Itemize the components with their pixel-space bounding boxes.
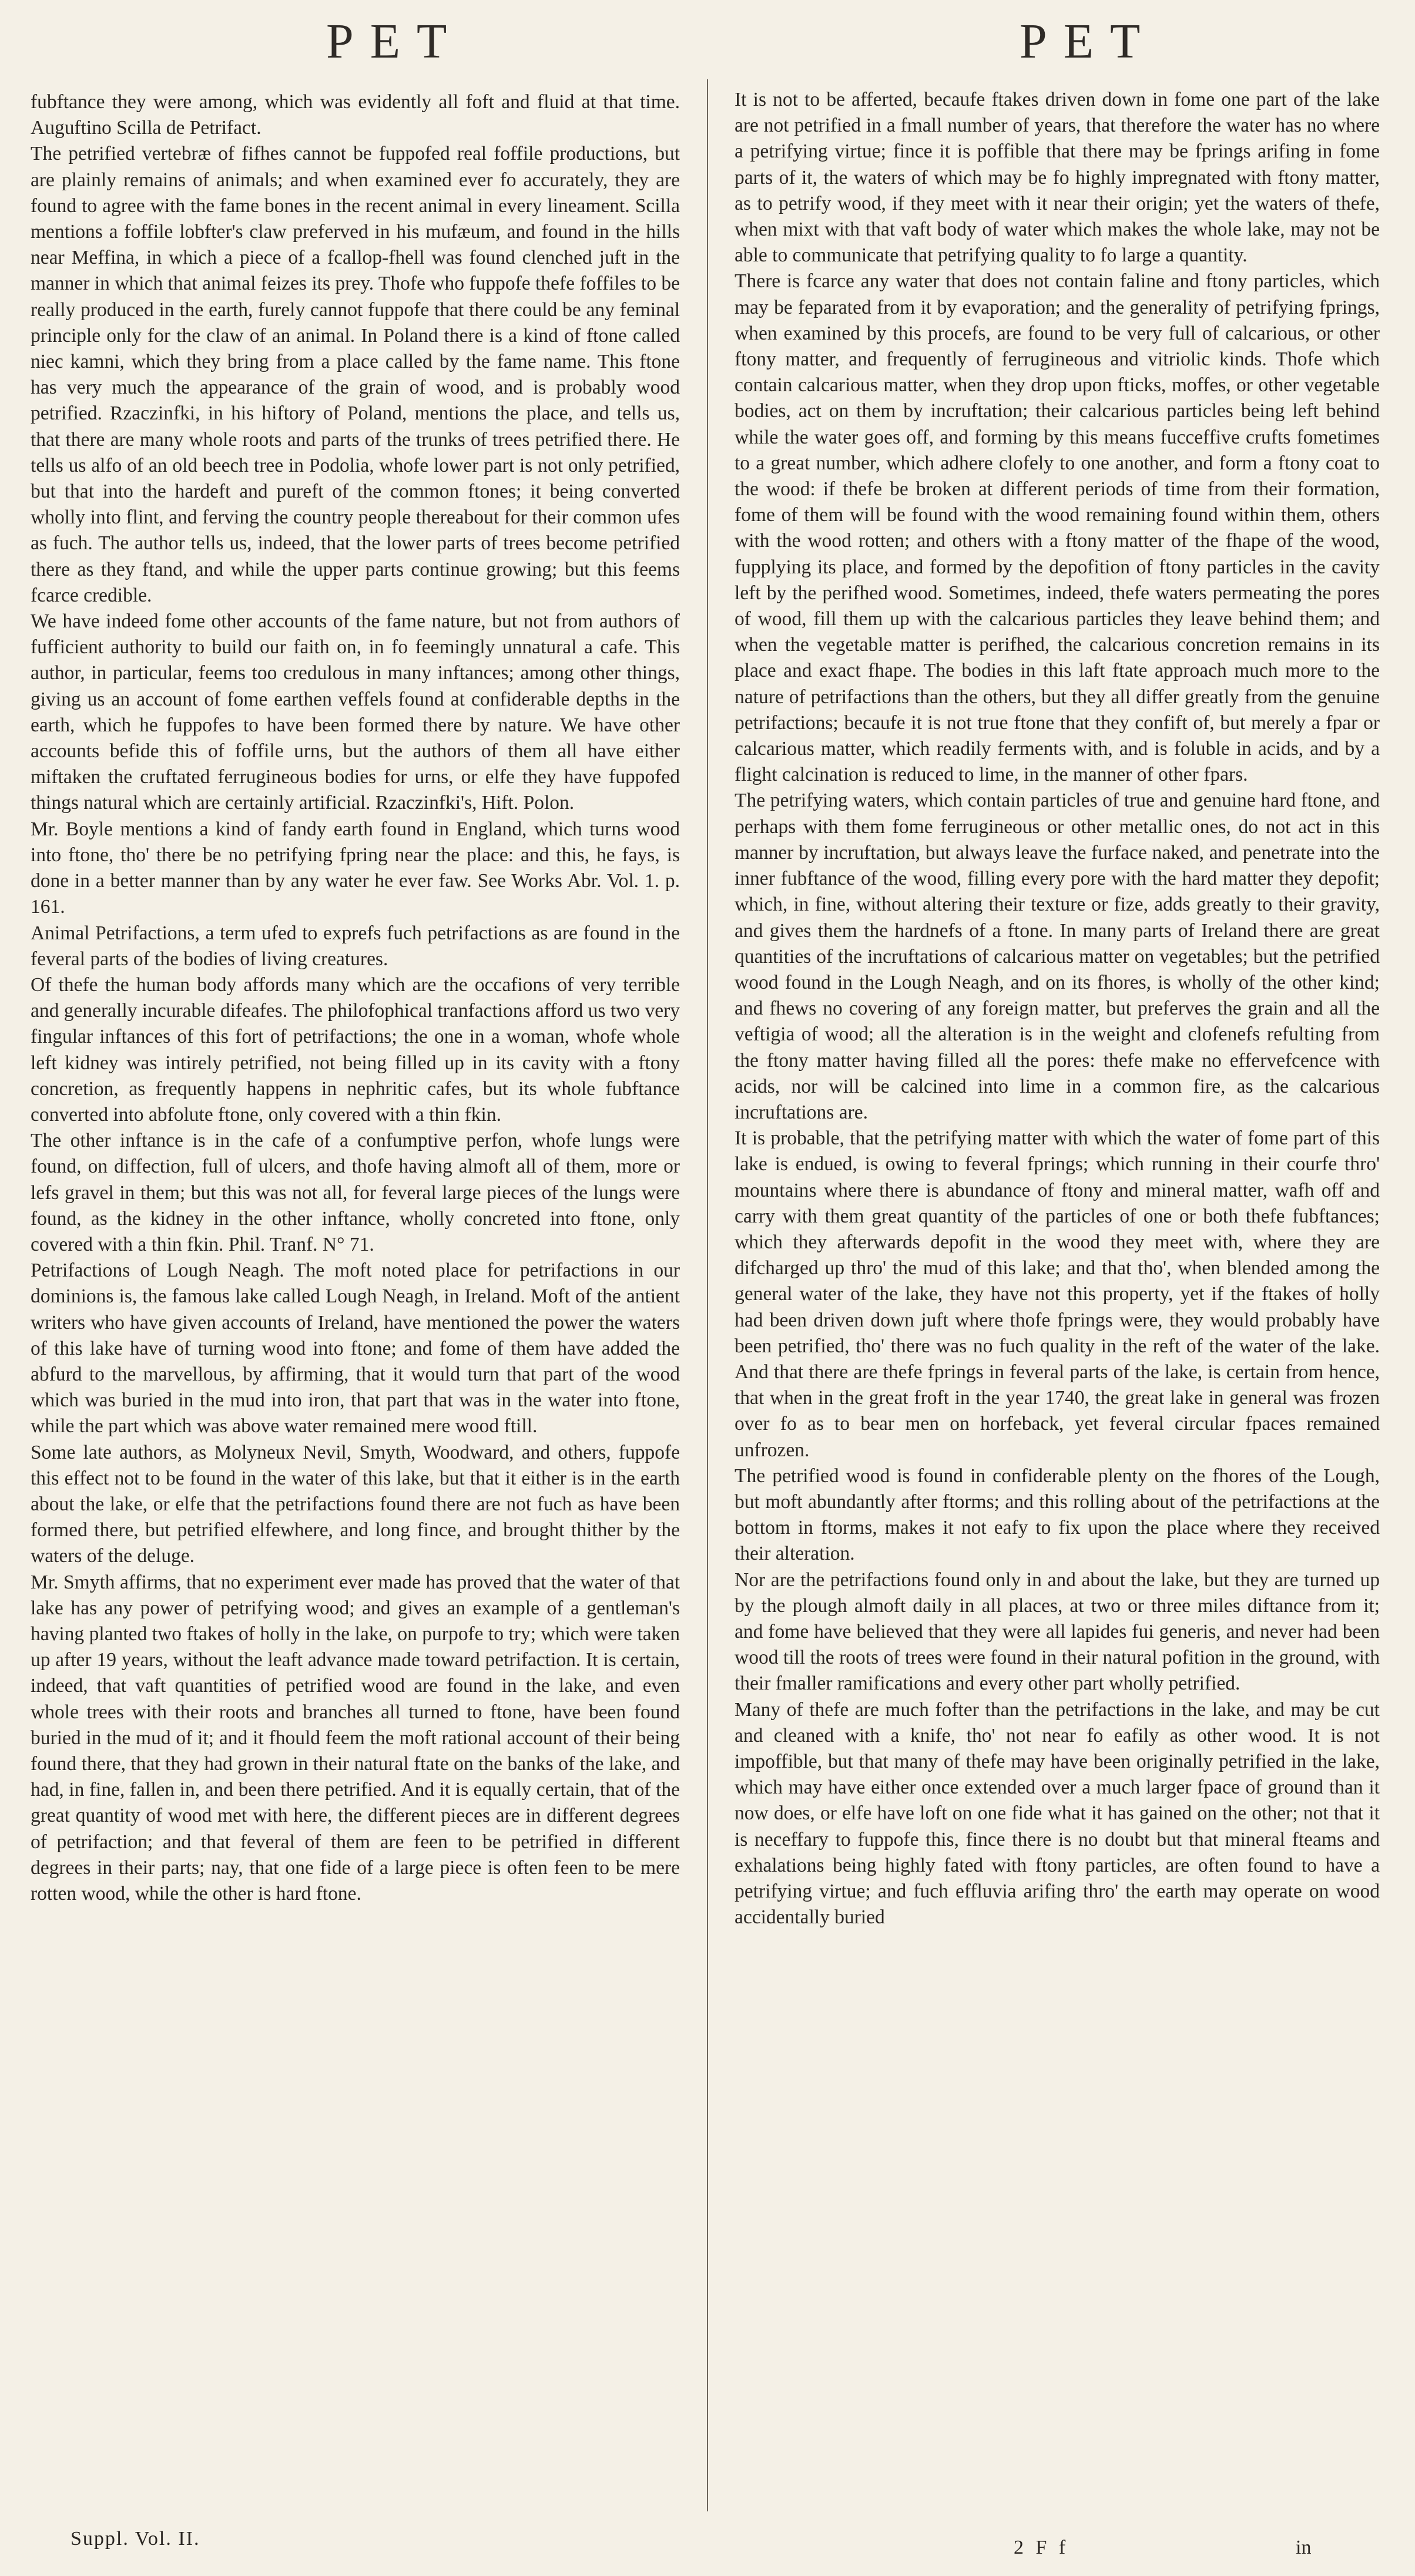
column-divider [707, 79, 708, 2511]
paragraph: Nor are the petrifactions found only in and about the lake, but they are turned up by the plough almoft daily in all places, at two or three miles diftance from it; and fome have believed that they were all lapides fui generis, and never had been wood till the roots of trees were found in their natural pofition in the ground, with their fmaller ramifications and every other part wholly petrified. [735, 1569, 1380, 1695]
running-head-left: PET [326, 14, 464, 69]
paragraph: Some late authors, as Molyneux Nevil, Smyth, Woodward, and others, fuppofe this effect not to be found in the water of this lake, but that it either is in the earth about the lake, or elfe that the petrifactions found there are not fuch as have been formed there, but petrified elfewhere, and long fince, and brought thither by the waters of the deluge. [31, 1441, 680, 1567]
paragraph: Many of thefe are much fofter than the petrifactions in the lake, and may be cut and cleaned with a knife, tho' not near fo eafily as other wood. It is not impoffible, but that many of thefe may have been originally petrified in the lake, which may have either once extended over a much larger fpace of ground than it now does, or elfe have loft on one fide what it has gained on the other; not that it is neceffary to fuppofe this, fince there is no doubt but that mineral fteams and exhalations being highly fated with ftony particles, are often found to have a petrifying virtue; and fuch effluvia arifing thro' the earth may operate on wood accidentally buried [735, 1698, 1380, 1929]
paragraph: There is fcarce any water that does not contain faline and ftony particles, which may be feparated from it by evaporation; and the generality of petrifying fprings, when examined by this procefs, are found to be very full of calcarious, or other ftony matter, and frequently of ferrugineous and vitriolic kinds. Thofe which contain calcarious matter, when they drop upon fticks, moffes, or other vegetable bodies, act on them by incruftation; their calcarious particles being left behind while the water goes off, and forming by this means fucceffive crufts fometimes to a great number, which adhere clofely to one another, and form a ftony coat to the wood: if thefe be broken at different periods of time from their formation, fome of them will be found with the wood remaining found within them, others with the wood rotten; and others with a ftony matter of the fhape of the wood, fupplying its place, and formed by the depofition of ftony particles in the cavity left by the perifhed wood. Sometimes, indeed, thefe waters permeating the pores of wood, fill them up with the calcarious particles they leave behind them; and when the vegetable matter is perifhed, the calcarious concretion remains in its place and exact fhape. The bodies in this laft ftate approach much more to the nature of petrifactions than the others, but they all differ greatly from the genuine petrifactions; becaufe it is not true ftone that they confift of, but merely a fpar or calcarious matter, which readily ferments with, and is foluble in acids, and by a flight calcination is reduced to lime, in the manner of other fpars. [735, 270, 1380, 786]
paragraph: It is not to be afferted, becaufe ftakes driven down in fome one part of the lake are not petrified in a fmall number of years, that therefore the water has no where a petrifying virtue; fince it is poffible that there may be fprings arifing in fome parts of it, the waters of which may be fo highly impregnated with ftony matter, as to petrify wood, if they meet with it near their origin; yet the waters of thefe, when mixt with that vaft body of water which makes the whole lake, may not be able to communicate that petrifying quality to fo large a quantity. [735, 89, 1380, 267]
catchword: in [1296, 2537, 1312, 2558]
signature-mark: 2 F f [1014, 2537, 1069, 2558]
paragraph: Mr. Boyle mentions a kind of fandy earth found in England, which turns wood into ftone, tho' there be no petrifying fpring near the place: and this, he fays, is done in a better manner than by any water he ever faw. See Works Abr. Vol. 1. p. 161. [31, 818, 680, 918]
paragraph: We have indeed fome other accounts of the fame nature, but not from authors of fufficient authority to build our faith on, in fo feemingly unnatural a cafe. This author, in particular, feems too credulous in many inftances; among other things, giving us an account of fome earthen veffels found at confiderable depths in the earth, which he fuppofes to have been formed there by nature. We have other accounts befide this of foffile urns, but the authors of them all have either miftaken the cruftated ferrugineous bodies for urns, or elfe they have fuppofed things natural which are certainly artificial. Rzaczinfki's, Hift. Polon. [31, 610, 680, 814]
paragraph: Petrifactions of Lough Neagh. The moft noted place for petrifactions in our dominions is, the famous lake called Lough Neagh, in Ireland. Moft of the antient writers who have given accounts of Ireland, have mentioned the power the waters of this lake have of turning wood into ftone; and fome of them have added the abfurd to the marvellous, by affirming, that it would turn that part of the wood which was buried in the mud into iron, that part that was in the water into ftone, while the part which was above water remained mere wood ftill. [31, 1260, 680, 1438]
paragraph: The petrifying waters, which contain particles of true and genuine hard ftone, and perhaps with them fome ferrugineous or other metallic ones, do not act in this manner by incruftation, but always leave the furface naked, and penetrate into the inner fubftance of the wood, filling every pore with the hard matter they depofit; which, in fine, without altering their texture or fize, adds greatly to their gravity, and gives them the hardnefs of a ftone. In many parts of Ireland there are great quantities of the incruftations of calcarious matter on vegetables; but the petrified wood found in the Lough Neagh, and on its fhores, is wholly of the other kind; and fhews no covering of any foreign matter, but preferves the grain and all the veftigia of wood; all the alteration is in the weight and clofenefs refulting from the ftony matter having filled all the pores: thefe make no effervefcence with acids, nor will be calcined into lime in a common fire, as the calcarious incruftations are. [735, 790, 1380, 1123]
paragraph: fubftance they were among, which was evidently all foft and fluid at that time. Auguftino Scilla de Petrifact. [31, 91, 680, 139]
paragraph: The petrified vertebræ of fifhes cannot be fuppofed real foffile productions, but are plainly remains of animals; and when examined ever fo accurately, they are found to agree with the fame bones in the recent animal in every lineament. Scilla mentions a foffile lobfter's claw preferved in his mufæum, and found in the hills near Meffina, in which a piece of a fcallop-fhell was found clenched juft in the manner in which that animal feizes its prey. Thofe who fuppofe thefe foffiles to be really produced in the earth, furely cannot fuppofe that there could be any feminal principle only for the claw of an animal. In Poland there is a kind of ftone called niec kamni, which they bring from a place called by the fame name. This ftone has very much the appearance of the grain of wood, and is probably wood petrified. Rzaczinfki, in his hiftory of Poland, mentions the place, and tells us, that there are many whole roots and parts of the trunks of trees petrified there. He tells us alfo of an old beech tree in Podolia, whofe lower part is not only petrified, but that into the hardeft and pureft of the common ftones; it being converted wholly into flint, and ferving the country people thereabout for their common ufes as fuch. The author tells us, indeed, that the lower parts of trees become petrified there as they ftand, and while the upper parts continue growing; but this feems fcarce credible. [31, 143, 680, 606]
paragraph: The petrified wood is found in confiderable plenty on the fhores of the Lough, but moft abundantly after ftorms; and this rolling about of the petrifactions at the bottom in ftorms, makes it not eafy to fix upon the place where they received their alteration. [735, 1465, 1380, 1565]
paragraph: The other inftance is in the cafe of a confumptive perfon, whofe lungs were found, on diffection, full of ulcers, and thofe having almoft all of them, more or lefs gravel in them; but this was not all, for feveral large pieces of the lungs were found, as the kidney in the other inftance, wholly concreted into ftone, only covered with a thin fkin. Phil. Tranf. N° 71. [31, 1130, 680, 1255]
right-column [735, 87, 1380, 1930]
paragraph: Mr. Smyth affirms, that no experiment ever made has proved that the water of that lake has any power of petrifying wood; and gives an example of a gentleman's having planted two ftakes of holly in the lake, on purpofe to try; which were taken up after 19 years, without the leaft advance made toward petrifaction. It is certain, indeed, that vaft quantities of petrified wood are found in the lake, and even whole trees with their roots and branches all turned to ftone, have been found buried in the mud of it; and it fhould feem the moft rational account of their being found there, that they had grown in their natural ftate on the banks of the lake, and had, in fine, fallen in, and been there petrified. And it is equally certain, that of the great quantity of wood met with here, the different pieces are in different degrees of petrifaction; and that feveral of them are feen to be petrified in different degrees in their parts; nay, that one fide of a large piece is often feen to be mere rotten wood, while the other is hard ftone. [31, 1571, 680, 1905]
running-head-right: PET [1020, 14, 1157, 69]
left-column [31, 89, 680, 1907]
volume-footer: Suppl. Vol. II. [71, 2528, 200, 2550]
paragraph: It is probable, that the petrifying matter with which the water of fome part of this lake is endued, is owing to feveral fprings; which running in their courfe thro' mountains where there is abundance of ftony and mineral matter, wafh off and carry with them great quantity of the particles of one or both thefe fubftances; which they afterwards depofit in the wood they meet with, where they are difcharged up thro' the mud of this lake; and that tho', when blended among the general water of the lake, they have not this property, yet if the ftakes of holly had been driven down juft where thofe fprings were, they would probably have been petrified, tho' there was no fuch quality in the reft of the water of the lake. And that there are thefe fprings in feveral parts of the lake, is certain from hence, that when in the great froft in the year 1740, the great lake in general was frozen over fo as to bear men on horfeback, yet feveral circular fpaces remained unfrozen. [735, 1127, 1380, 1461]
paragraph: Animal Petrifactions, a term ufed to exprefs fuch petrifactions as are found in the feveral parts of the bodies of living creatures. [31, 922, 680, 970]
paragraph: Of thefe the human body affords many which are the occafions of very terrible and generally incurable difeafes. The philofophical tranfactions afford us two very fingular inftances of this fort of petrifactions; the one in a woman, whofe whole left kidney was intirely petrified, not being filled up in its cavity with a ftony concretion, as frequently happens in nephritic cafes, but its whole fubftance converted into abfolute ftone, only covered with a thin fkin. [31, 973, 680, 1126]
